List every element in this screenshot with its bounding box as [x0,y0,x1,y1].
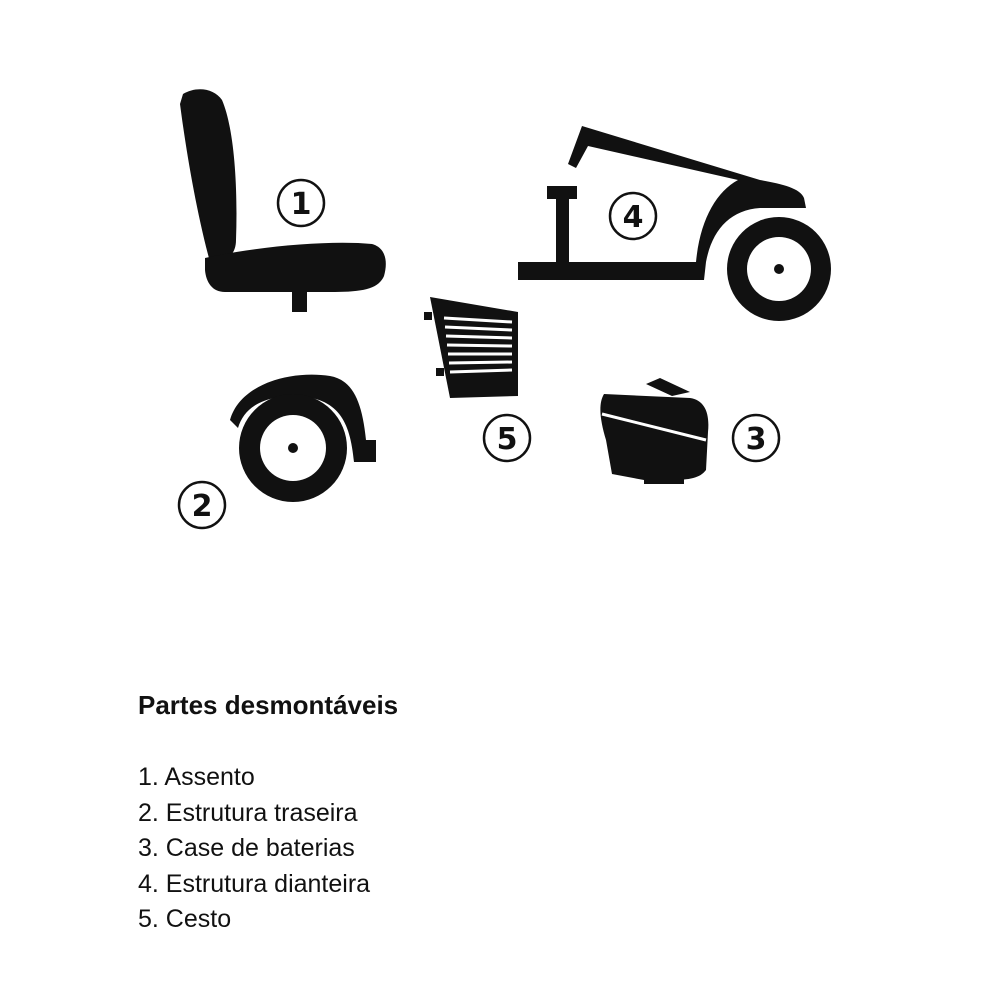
marker-5 [484,415,530,461]
list-item: 3. Case de baterias [138,834,355,862]
basket-icon [424,297,518,398]
marker-1 [278,180,324,226]
marker-2 [179,482,225,528]
list-item: 4. Estrutura dianteira [138,869,371,898]
seat-icon [180,89,386,312]
legend-heading: Partes desmontáveis [138,690,399,720]
list-item: 2. Estrutura traseira [138,798,358,827]
marker-3 [733,415,779,461]
battery-case-icon [600,378,708,484]
marker-5-label: 5 [496,422,518,457]
parts-list [138,760,370,938]
front-frame-icon [518,126,831,321]
list-item: 1. Assento [138,763,255,791]
rear-frame-wheel-icon [230,375,376,502]
marker-3-label: 3 [745,422,767,457]
marker-2-label: 2 [191,489,213,524]
marker-4 [610,193,656,239]
marker-1-label: 1 [290,187,312,222]
marker-4-label: 4 [622,200,644,235]
list-item: 5. Cesto [138,905,232,933]
